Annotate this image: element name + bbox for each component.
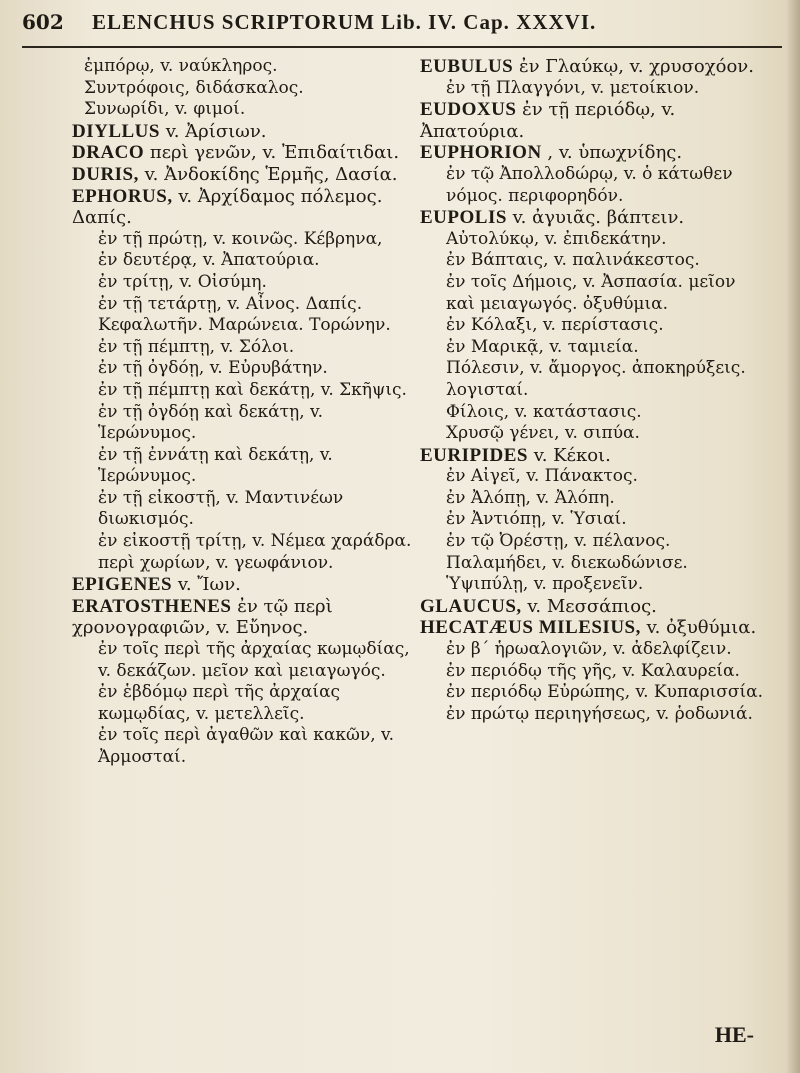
reference-entry: ἐν τῇ πρώτῃ, v. κοινῶς. Κέβρηνα, [98, 228, 383, 249]
reference-entry: ἐν τρίτῃ, v. Οἰσύμη. [98, 271, 267, 292]
reference-entry: ἐν τῷ Ὀρέστῃ, v. πέλανος. [446, 531, 671, 552]
author-name: EUPOLIS [420, 207, 507, 229]
reference-entry: ἐν Μαρικᾷ, v. ταμιεία. [446, 336, 639, 357]
author-entry [420, 596, 765, 618]
author-entry [72, 121, 417, 143]
author-name: EPHORUS, [72, 185, 173, 207]
author-name: ERATOSTHENES [72, 595, 232, 617]
page-header [22, 10, 782, 48]
page-number: 602 [22, 10, 64, 34]
author-reference: , v. ὑπωχνίδης. [541, 142, 683, 164]
author-reference: v. Ἀνδοκίδης Ἑρμῆς, Δασία. [138, 163, 398, 185]
author-entry [420, 142, 765, 164]
author-name: EURIPIDES [420, 444, 528, 466]
reference-entry: Συνωρίδι, v. φιμοί. [84, 99, 246, 120]
author-entry [72, 596, 417, 639]
author-reference: v. ἀγυιᾶς. βάπτειν. [506, 207, 685, 229]
author-name: EUPHORION [420, 142, 542, 164]
author-entry [72, 142, 417, 164]
author-reference: v. Ἀρίσιων. [159, 120, 267, 142]
reference-entry: ἐν Κόλαξι, v. περίστασις. [446, 315, 664, 336]
author-reference: ἐν τῷ περὶ χρονογραφιῶν, v. Εὔηνος. [72, 595, 333, 639]
running-title: ELENCHUS SCRIPTORUM Lib. IV. Cap. XXXVI. [92, 10, 597, 34]
reference-entry: ἐν τῇ ἐννάτῃ καὶ δεκάτῃ, v. Ἱερώνυμος. [98, 444, 333, 487]
author-reference: v. Κέκοι. [527, 444, 611, 466]
author-reference: ἐν Γλαύκῳ, v. χρυσοχόον. [513, 56, 754, 77]
author-name: DURIS, [72, 163, 139, 185]
reference-entry: ἐν δευτέρᾳ, v. Ἀπατούρια. [98, 250, 320, 271]
left-column [72, 56, 417, 769]
author-entry [72, 164, 417, 186]
author-name: HECATÆUS MILESIUS, [420, 617, 641, 639]
author-reference: v. ὀξυθύμια. [640, 617, 757, 639]
author-name: EUDOXUS [420, 99, 517, 121]
reference-entry: ἐν τοῖς Δήμοις, v. Ἀσπασία. μεῖον καὶ μειαγωγός. ὀξυθύμια. [446, 271, 736, 314]
page-edge-shadow [786, 0, 800, 1073]
author-name: DRACO [72, 142, 145, 164]
author-reference: v. Ἴων. [172, 574, 241, 596]
author-reference: ἐν τῇ περιόδῳ, v. Ἀπατούρια. [420, 99, 676, 142]
reference-entry: ἐν τῇ ὀγδόῃ, v. Εὐρυβάτην. [98, 358, 328, 379]
reference-entry: ἐν τῇ εἰκοστῇ, v. Μαντινέων διωκισμός. [98, 487, 344, 530]
author-entry [72, 186, 417, 229]
reference-entry: ἐν Ἀλόπῃ, v. Ἀλόπη. [446, 487, 615, 508]
author-name: DIYLLUS [72, 120, 160, 142]
reference-entry: ἐν πρώτῳ περιηγήσεως, v. ῥοδωνιά. [446, 703, 753, 724]
reference-entry: ἐν τῇ τετάρτῃ, v. Αἶνος. Δαπίς. Κεφαλωτῆν. Μαρώνεια. Τορώνην. [98, 293, 391, 336]
reference-entry: ἐν τῇ Πλαγγόνι, v. μετοίκιον. [446, 77, 700, 98]
author-reference: v. Ἀρχίδαμος πόλεμος. Δαπίς. [72, 185, 383, 229]
author-reference: περὶ γενῶν, v. Ἐπιδαίτιδαι. [144, 142, 400, 164]
author-entry [420, 207, 765, 229]
reference-entry: ἐν Ἀντιόπῃ, v. Ὑσιαί. [446, 509, 627, 530]
reference-entry: Συντρόφοις, διδάσκαλος. [84, 77, 304, 98]
author-entry [420, 99, 765, 142]
author-name: EUBULUS [420, 56, 514, 77]
reference-entry: ἐν περιόδῳ τῆς γῆς, v. Καλαυρεία. [446, 660, 740, 681]
author-entry [420, 445, 765, 467]
reference-entry: ἐν ἑβδόμῳ περὶ τῆς ἀρχαίας κωμῳδίας, v. μετελλεῖς. [98, 682, 341, 724]
catchword: HE- [714, 1022, 754, 1047]
author-reference: v. Μεσσάπιος. [521, 595, 657, 617]
author-entry [420, 56, 765, 78]
reference-entry: Αὐτολύκῳ, v. ἐπιδεκάτην. [446, 228, 667, 249]
reference-entry: ἐν τοῖς περὶ ἀγαθῶν καὶ κακῶν, v. Ἀρμοσταί. [98, 725, 394, 767]
reference-entry: περὶ χωρίων, v. γεωφάνιον. [98, 552, 334, 573]
reference-entry: ἐν τῷ Ἀπολλοδώρῳ, v. ὁ κάτωθεν νόμος. περιφορηδόν. [446, 163, 733, 206]
reference-entry: Φίλοις, v. κατάστασις. [446, 401, 642, 422]
reference-entry: ἐν τῇ πέμπτῃ, v. Σόλοι. [98, 336, 295, 357]
author-name: GLAUCUS, [420, 595, 522, 617]
reference-entry: Χρυσῷ γένει, v. σιπύα. [446, 423, 640, 444]
author-entry [420, 617, 765, 639]
reference-entry: Παλαμήδει, v. διεκωδώνισε. Ὑψιπύλῃ, v. προξενεῖν. [446, 552, 688, 595]
author-entry [72, 574, 417, 596]
reference-entry: Πόλεσιν, v. ἄμοργος. ἀποκηρύξεις. λογισταί. [446, 358, 746, 400]
right-column [420, 56, 765, 725]
reference-entry: ἐν Βάπταις, v. παλινάκεστος. [446, 250, 700, 271]
reference-entry: ἐν τοῖς περὶ τῆς ἀρχαίας κωμῳδίας, v. δεκάζων. μεῖον καὶ μειαγωγός. [98, 639, 410, 681]
reference-entry: ἐν β´ ἡρωαλογιῶν, v. ἀδελφίζειν. [446, 639, 732, 660]
reference-entry: ἐν εἰκοστῇ τρίτῃ, v. Νέμεα χαράδρα. [98, 531, 412, 552]
reference-entry: ἐν Αἰγεῖ, v. Πάνακτος. [446, 466, 638, 487]
reference-entry: ἐμπόρῳ, v. ναύκληρος. [84, 56, 278, 76]
reference-entry: ἐν τῇ ὀγδόῃ καὶ δεκάτῃ, v. Ἱερώνυμος. [98, 401, 324, 444]
reference-entry: ἐν τῇ πέμπτῃ καὶ δεκάτῃ, v. Σκῆψις. [98, 379, 407, 400]
reference-entry: ἐν περιόδῳ Εὐρώπης, v. Κυπαρισσία. [446, 682, 764, 703]
author-name: EPIGENES [72, 574, 173, 596]
